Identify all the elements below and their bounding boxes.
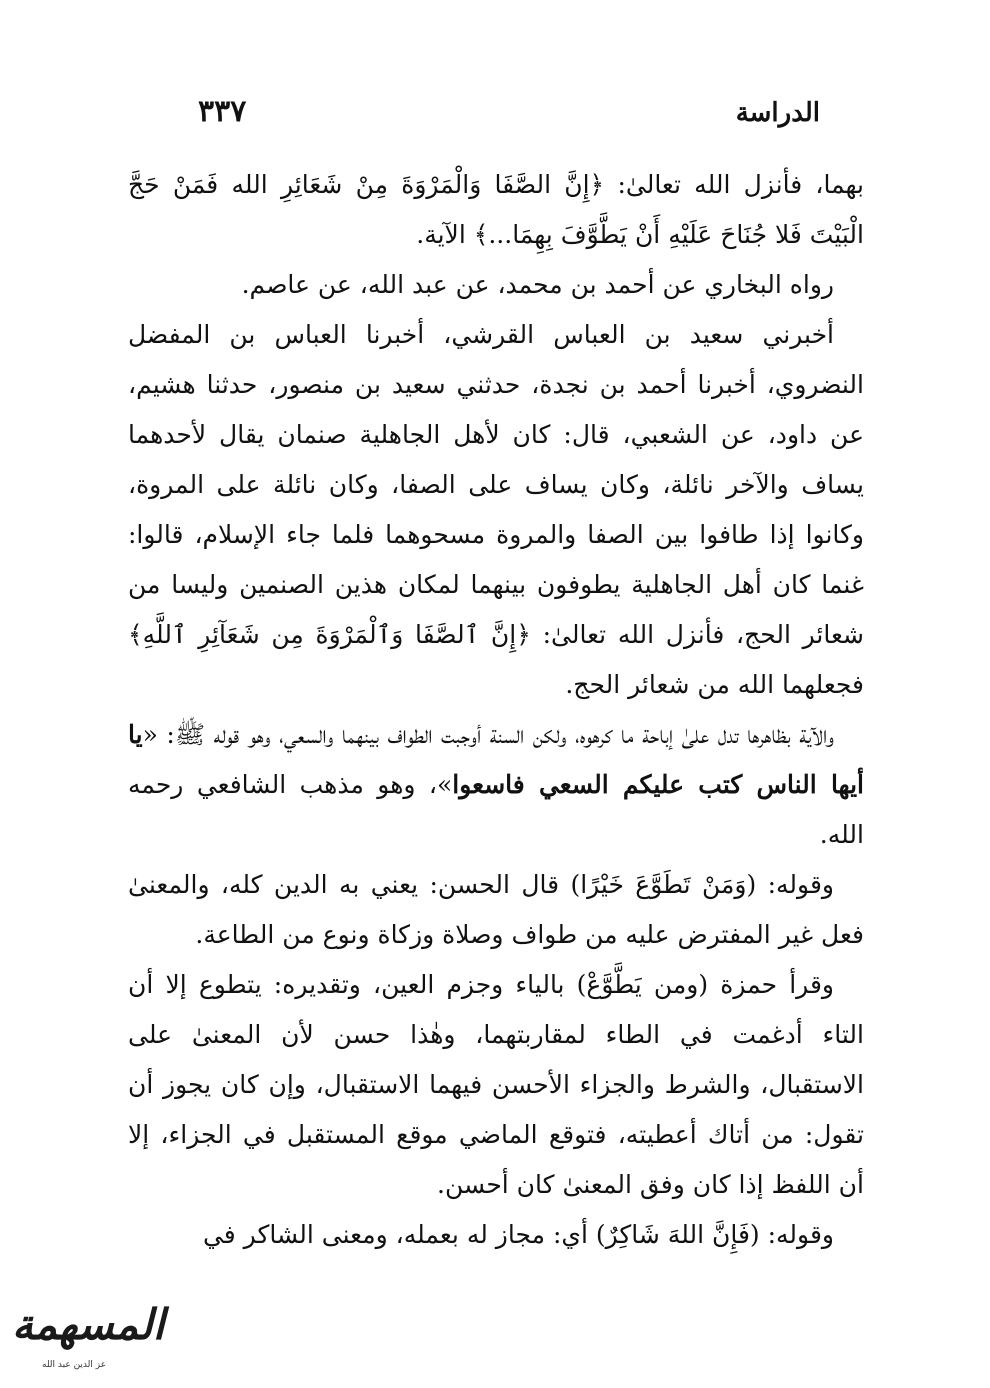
paragraph-4-text-a: والآية بظاهرها تدل علىٰ إباحة ما كرهوه، ولكن السنة أوجبت الطواف بينهما والسعي، وهو قوله ﷺ: «	[142, 720, 834, 749]
publisher-logo	[8, 1292, 165, 1384]
logo-caption: عز الدين عبد الله	[42, 1360, 107, 1370]
paragraph-4-text-b: »، وهو مذهب الشافعي رحمه الله.	[128, 770, 864, 849]
paragraph-5: وقوله: (وَمَنْ تَطَوَّعَ خَيْرًا) قال الحسن: يعني به الدين كله، والمعنىٰ فعل غير المفترض عليه من طواف وصلاة وزكاة ونوع من الطاعة.	[128, 870, 864, 949]
running-title: الدراسة	[735, 98, 820, 128]
paragraph-3: أخبرني سعيد بن العباس القرشي، أخبرنا العباس بن المفضل النضروي، أخبرنا أحمد بن نجدة، حدثني سعيد بن منصور، حدثنا هشيم، عن داود، عن الشعبي، قال: كان لأهل الجاهلية صنمان يقال لأحدهما يساف والآخر نائلة، وكان يساف على الصفا، وكان نائلة على المروة، وكانوا إذا طافوا بين الصفا والمروة مسحوهما فلما جاء الإسلام، قالوا: غنما كان أهل الجاهلية يطوفون بينهما لمكان هذين الصنمين وليسا من شعائر الحج، فأنزل الله تعالىٰ: ﴿إِنَّ ٱلصَّفَا وَٱلْمَرْوَةَ مِن شَعَآئِرِ ٱللَّهِ﴾ فجعلهما الله من شعائر الحج.	[128, 320, 864, 699]
logo-mark: المسهمة	[12, 1300, 165, 1349]
page-body	[128, 160, 864, 1260]
hadith-quote: يا أيها الناس كتب عليكم السعي فاسعوا	[128, 720, 864, 799]
page-header	[120, 94, 820, 138]
paragraph-1: بهما، فأنزل الله تعالىٰ: ﴿إِنَّ الصَّفَا وَالْمَرْوَةَ مِنْ شَعَائِرِ الله فَمَنْ حَجَّ الْبَيْتَ فَلا جُنَاحَ عَلَيْهِ أَنْ يَطَّوَّفَ بِهِمَا...﴾ الآية.	[128, 170, 864, 249]
paragraph-7: وقوله: (فَإِنَّ اللهَ شَاكِرٌ) أي: مجاز له بعمله، ومعنى الشاكر في	[202, 1220, 834, 1249]
paragraph-2: رواه البخاري عن أحمد بن محمد، عن عبد الله، عن عاصم.	[241, 270, 834, 299]
paragraph-4	[128, 710, 864, 860]
paragraph-6: وقرأ حمزة (ومن يَطَّوَّعْ) بالياء وجزم العين، وتقديره: يتطوع إلا أن التاء أدغمت في الطاء لمقاربتهما، وهٰذا حسن لأن المعنىٰ على الاستقبال، والشرط والجزاء الأحسن فيهما الاستقبال، وإن كان يجوز أن تقول: من أتاك أعطيته، فتوقع الماضي موقع المستقبل في الجزاء، إلا أن اللفظ إذا كان وفق المعنىٰ كان أحسن.	[128, 970, 864, 1199]
page-number: ٣٣٧	[198, 94, 247, 129]
